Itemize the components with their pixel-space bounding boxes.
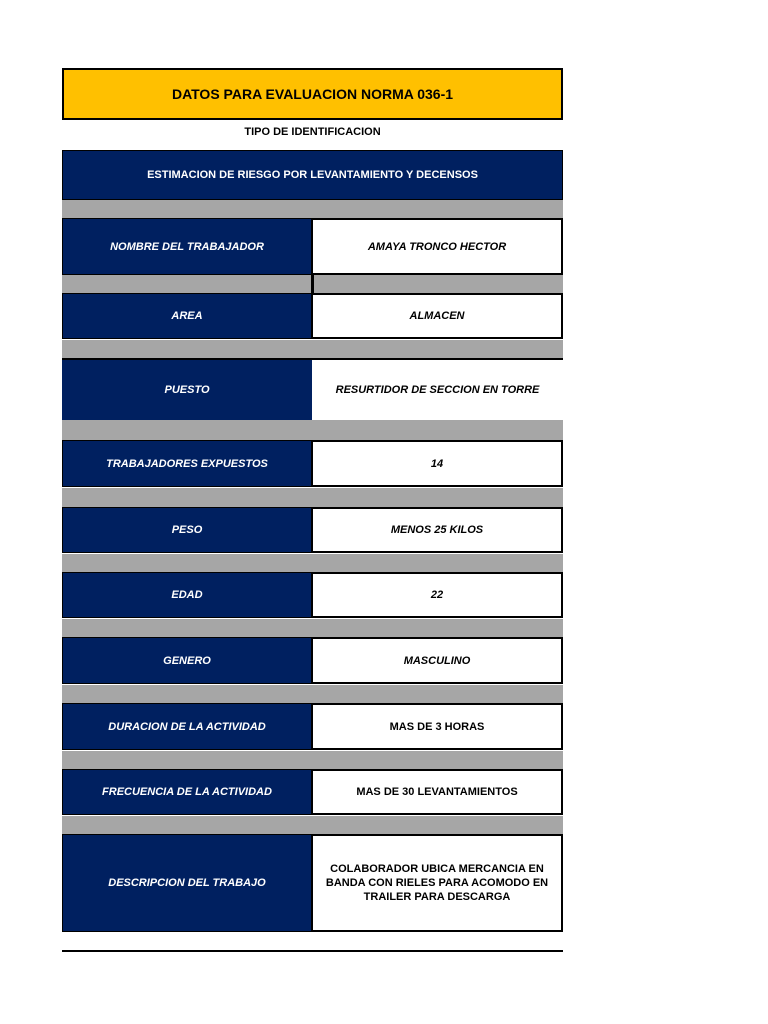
field-value: ALMACEN <box>312 293 563 339</box>
field-row-duracion <box>62 703 563 750</box>
separator <box>62 554 563 572</box>
field-row-genero <box>62 637 563 684</box>
field-label: TRABAJADORES EXPUESTOS <box>62 440 312 487</box>
separator <box>62 200 563 218</box>
field-value: 22 <box>312 572 563 618</box>
field-row-expuestos <box>62 440 563 487</box>
field-value: RESURTIDOR DE SECCION EN TORRE <box>312 360 563 420</box>
field-value: COLABORADOR UBICA MERCANCIA EN BANDA CON RIELES PARA ACOMODO EN TRAILER PARA DESCARGA <box>312 834 563 932</box>
field-value: MENOS 25 KILOS <box>312 507 563 553</box>
bottom-rule <box>62 950 563 952</box>
separator <box>62 685 563 703</box>
field-label: PUESTO <box>62 360 312 420</box>
field-value: 14 <box>312 440 563 487</box>
section-header: ESTIMACION DE RIESGO POR LEVANTAMIENTO Y DECENSOS <box>62 150 563 200</box>
field-label: FRECUENCIA DE LA ACTIVIDAD <box>62 769 312 815</box>
field-value: MASCULINO <box>312 637 563 684</box>
separator <box>62 751 563 769</box>
field-row-descripcion <box>62 834 563 932</box>
field-label: DESCRIPCION DEL TRABAJO <box>62 834 312 932</box>
field-row-nombre <box>62 218 563 275</box>
document-title: DATOS PARA EVALUACION NORMA 036-1 <box>62 68 563 120</box>
separator <box>62 488 563 507</box>
field-value: AMAYA TRONCO HECTOR <box>312 218 563 275</box>
field-row-peso <box>62 507 563 553</box>
field-value: MAS DE 3 HORAS <box>312 703 563 750</box>
field-label: DURACION DE LA ACTIVIDAD <box>62 703 312 750</box>
field-value: MAS DE 30 LEVANTAMIENTOS <box>312 769 563 815</box>
field-row-edad <box>62 572 563 618</box>
separator <box>62 619 563 637</box>
field-label: NOMBRE DEL TRABAJADOR <box>62 218 312 275</box>
field-row-puesto <box>62 358 563 420</box>
field-label: PESO <box>62 507 312 553</box>
field-row-frecuencia <box>62 769 563 815</box>
field-label: EDAD <box>62 572 312 618</box>
identification-type: TIPO DE IDENTIFICACION <box>244 126 381 138</box>
separator <box>62 420 563 440</box>
separator <box>62 340 563 358</box>
separator <box>62 816 563 834</box>
separator <box>62 275 563 293</box>
field-row-area <box>62 293 563 339</box>
field-label: AREA <box>62 293 312 339</box>
field-label: GENERO <box>62 637 312 684</box>
